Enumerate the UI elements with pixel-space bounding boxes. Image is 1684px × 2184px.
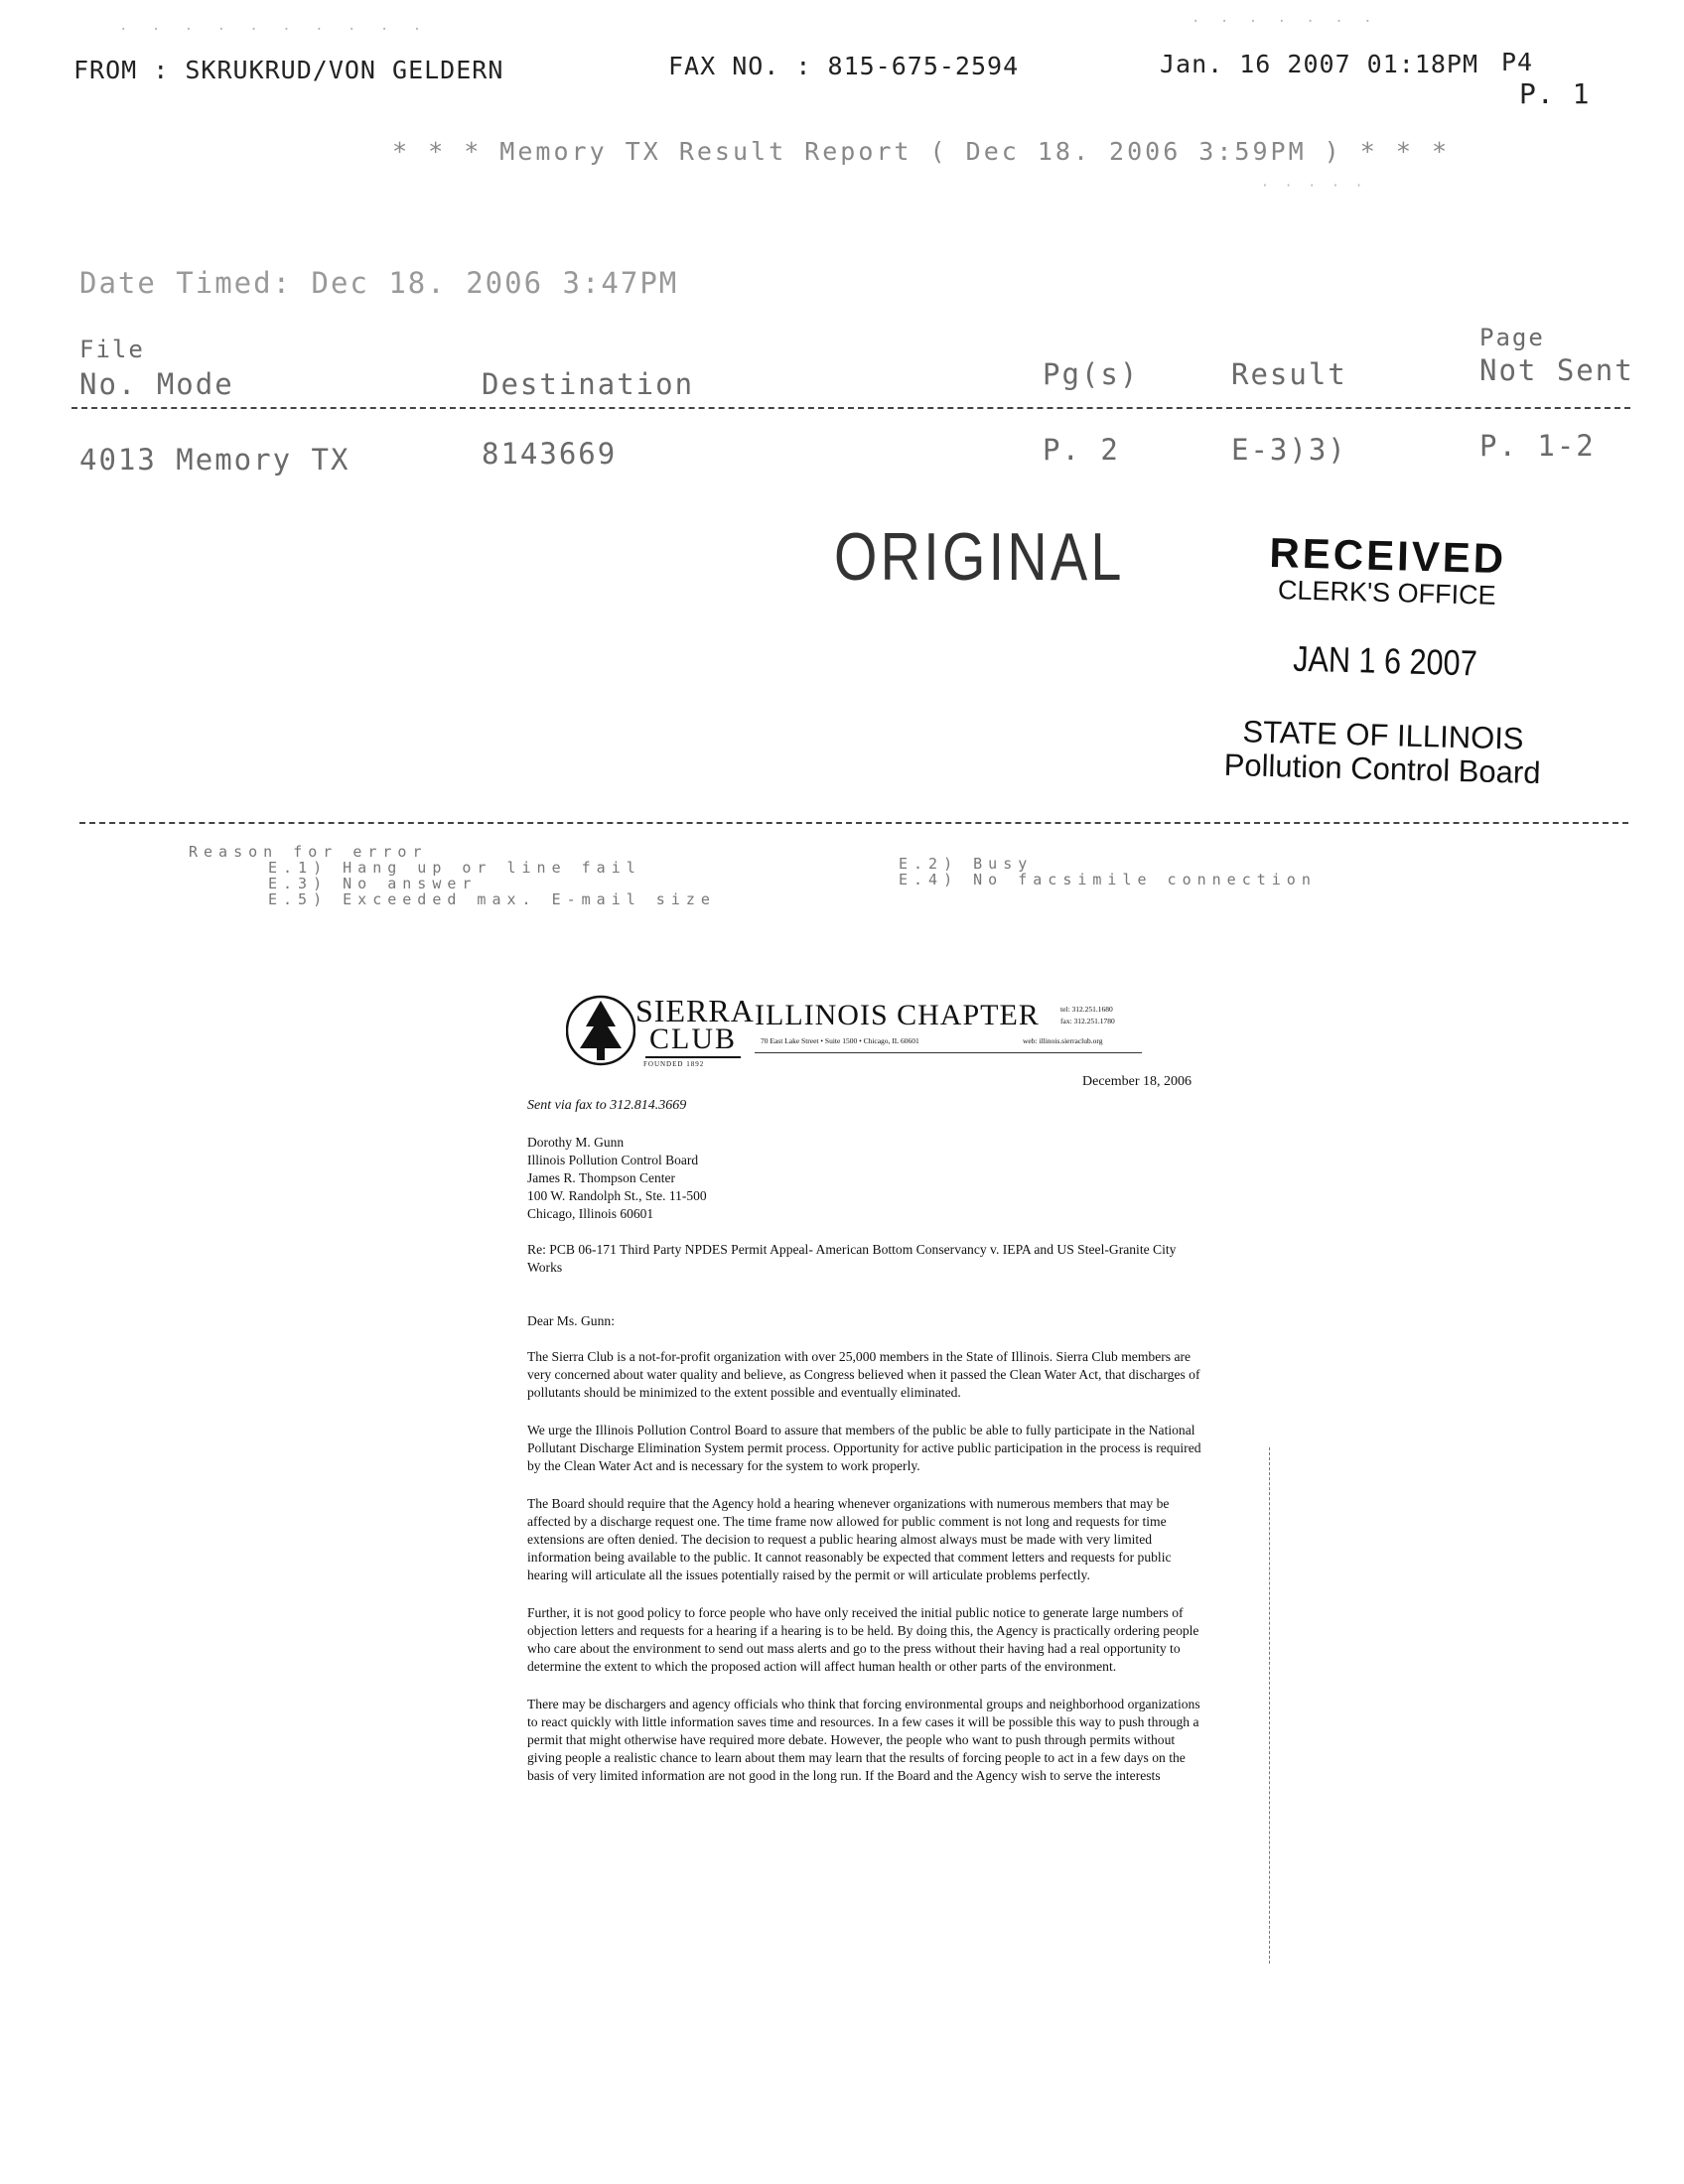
col-destination: Destination bbox=[482, 367, 695, 401]
top-noise-right: · · · · · · · bbox=[1192, 14, 1378, 30]
chapter-tel: tel: 312.251.1680 bbox=[1060, 1005, 1113, 1014]
recipient-block bbox=[527, 1134, 707, 1223]
letter-paragraph: The Sierra Club is a not-for-profit organization with over 25,000 members in the State of Illinois. Sierra Club members are very concerned about water quality and believe, as Congress believed when it passed the Clean Water Act, that discharges of pollutants should be minimized to the extent possible and eventually eliminated. bbox=[527, 1349, 1200, 1400]
received-date: JAN 1 6 2007 bbox=[1292, 637, 1478, 684]
state-label: STATE OF ILLINOIS bbox=[1242, 714, 1524, 756]
chapter-fax: fax: 312.251.1780 bbox=[1060, 1017, 1115, 1025]
letter-paragraph: Further, it is not good policy to force people who have only received the initial public notice to generate large numbers of objection letters and requests for a hearing if a hearing is to be held. By doing this, the Agency is practically ordering people who care about the environment to send out mass alerts and go to the press without their having had a real opportunity to determine the extent to which the proposed action will affect human health or other parts of the environment. bbox=[527, 1605, 1199, 1674]
error-item-4: E.4) No facsimile connection bbox=[899, 871, 1317, 888]
recipient-building: James R. Thompson Center bbox=[527, 1170, 675, 1185]
row-pages: P. 2 bbox=[1043, 433, 1120, 467]
row-result: E-3)3) bbox=[1231, 433, 1347, 467]
row-not-sent: P. 1-2 bbox=[1479, 429, 1596, 463]
col-pages: Pg(s) bbox=[1043, 357, 1140, 391]
letter-paragraph: There may be dischargers and agency officials who think that forcing environmental groups and neighborhood organizations to react quickly with little information saves time and resources. In a few cases it will be possible this way to push through a permit that might otherwise have required more debate. However, the people who want to push through permits without giving people a realistic chance to learn about them may learn that the results of forcing people to act in a few days on the basis of very limited information are not good in the long run. If the Board and the Agency wish to serve the interests bbox=[527, 1697, 1200, 1783]
org-founded: FOUNDED 1892 bbox=[643, 1060, 705, 1068]
recipient-street: 100 W. Randolph St., Ste. 11-500 bbox=[527, 1188, 707, 1203]
original-stamp: ORIGINAL bbox=[834, 519, 1125, 595]
chapter-address: 70 East Lake Street • Suite 1500 • Chicago, IL 60601 bbox=[761, 1036, 919, 1045]
received-stamp bbox=[1213, 530, 1558, 791]
error-item-1: E.1) Hang up or line fail bbox=[268, 859, 641, 877]
recipient-name: Dorothy M. Gunn bbox=[527, 1135, 625, 1150]
report-divider-bottom bbox=[79, 822, 1628, 824]
board-label: Pollution Control Board bbox=[1223, 747, 1541, 791]
recipient-city: Chicago, Illinois 60601 bbox=[527, 1206, 654, 1221]
col-no-mode: No. Mode bbox=[79, 367, 234, 401]
letter-date: December 18, 2006 bbox=[1082, 1074, 1193, 1089]
letter-paragraph: The Board should require that the Agency hold a hearing whenever organizations with numerous members that may be affected by a discharge request one. The time frame now allowed for public comment is not long and requests for time extensions are often denied. The decision to request a public hearing almost always must be made with very limited information being available to the public. It cannot reasonably be expected that comment letters and requests for public hearing will articulate all the issues potentially raised by the permit or will articulate problems perfectly. bbox=[527, 1496, 1172, 1582]
top-noise-left: · · · · · · · · · · bbox=[119, 22, 430, 38]
row-destination: 8143669 bbox=[482, 437, 618, 471]
col-not-sent-2: Not Sent bbox=[1479, 353, 1634, 387]
chapter-web: web: illinois.sierraclub.org bbox=[1023, 1036, 1103, 1045]
date-timed: Date Timed: Dec 18. 2006 3:47PM bbox=[79, 266, 679, 300]
sent-via-fax: Sent via fax to 312.814.3669 bbox=[527, 1098, 687, 1113]
report-title: * * * Memory TX Result Report ( Dec 18. 2006 3:59PM ) * * * bbox=[392, 137, 1451, 166]
sierra-club-tree-logo bbox=[566, 993, 635, 1070]
fax-from: FROM : SKRUKRUD/VON GELDERN bbox=[73, 56, 504, 84]
col-file: File bbox=[79, 336, 145, 363]
fax-page: P4 bbox=[1501, 48, 1534, 76]
col-result: Result bbox=[1231, 357, 1347, 391]
clerks-office-label: CLERK'S OFFICE bbox=[1277, 575, 1496, 611]
error-item-3: E.3) No answer bbox=[268, 875, 478, 892]
chapter-name: ILLINOIS CHAPTER bbox=[755, 999, 1040, 1031]
fax-page-mark: P. 1 bbox=[1519, 77, 1591, 110]
letter-body bbox=[527, 1348, 1210, 1805]
error-item-5: E.5) Exceeded max. E-mail size bbox=[268, 890, 716, 908]
report-subnote: · · · · · bbox=[1261, 179, 1367, 194]
org-name-sierra: SIERRA bbox=[635, 993, 755, 1028]
org-name-club: CLUB bbox=[645, 1023, 741, 1058]
salutation: Dear Ms. Gunn: bbox=[527, 1313, 615, 1328]
re-line: Re: PCB 06-171 Third Party NPDES Permit Appeal- American Bottom Conservancy v. IEPA and US Steel-Granite City Works bbox=[527, 1242, 1177, 1275]
col-not-sent-1: Page bbox=[1479, 324, 1545, 351]
report-divider-top bbox=[71, 407, 1630, 409]
fax-datetime: Jan. 16 2007 01:18PM bbox=[1160, 50, 1479, 78]
margin-mark-line bbox=[1269, 1447, 1270, 1964]
error-item-2: E.2) Busy bbox=[899, 855, 1034, 873]
received-label: RECEIVED bbox=[1268, 528, 1507, 583]
row-no-mode: 4013 Memory TX bbox=[79, 443, 351, 477]
letterhead-rule bbox=[755, 1052, 1142, 1053]
recipient-org: Illinois Pollution Control Board bbox=[527, 1153, 699, 1167]
error-heading: Reason for error bbox=[189, 843, 428, 861]
fax-number: FAX NO. : 815-675-2594 bbox=[668, 52, 1020, 80]
letter-paragraph: We urge the Illinois Pollution Control Board to assure that members of the public be able to fully participate in the National Pollutant Discharge Elimination System permit process. Opportunity for active public participation in the process is required by the Clean Water Act and is necessary for the system to work properly. bbox=[527, 1423, 1201, 1473]
